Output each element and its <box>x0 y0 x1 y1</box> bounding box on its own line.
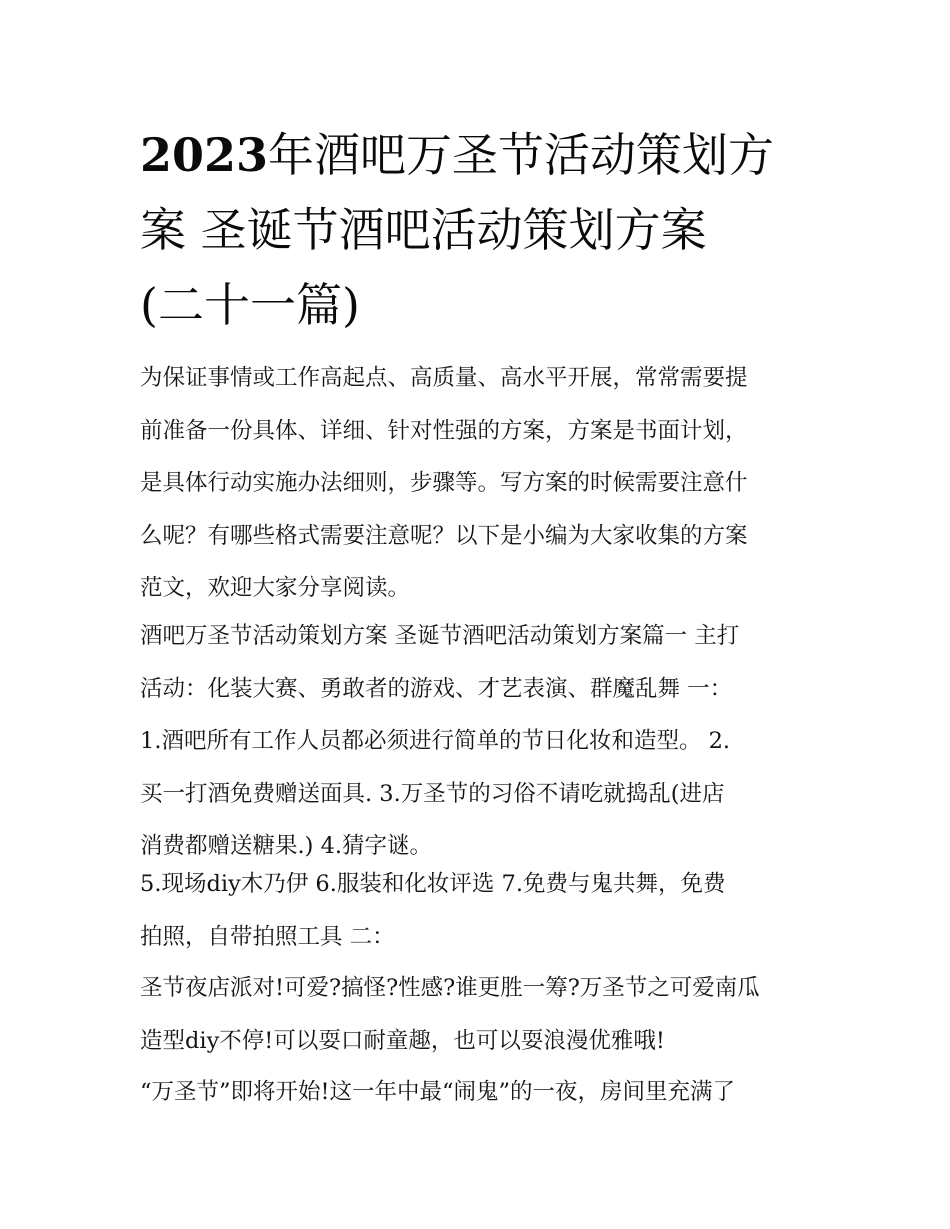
text-line: “万圣节”即将开始!这一年中最“闹鬼”的一夜，房间里充满了 <box>140 1079 736 1105</box>
text-line: 拍照，自带拍照工具 二： <box>140 923 395 950</box>
text-line: 是具体行动实施办法细则，步骤等。写方案的时候需要注意什 <box>140 470 748 496</box>
text-line: 么呢？有哪些格式需要注意呢？以下是小编为大家收集的方案 <box>140 522 748 549</box>
party-paragraph <box>140 962 820 1067</box>
intro-paragraph <box>140 352 820 615</box>
paragraph <box>140 352 820 615</box>
text-line: 为保证事情或工作高起点、高质量、高水平开展，常常需要提 <box>140 365 748 391</box>
title-year: 2023 <box>140 128 269 182</box>
closing-paragraph <box>140 1066 820 1119</box>
title-line-3: (二十一篇) <box>140 278 360 332</box>
document-title <box>140 118 820 343</box>
title-line-1-text: 年酒吧万圣节活动策划方 <box>268 128 775 182</box>
text-line: 圣节夜店派对!可爱?搞怪?性感?谁更胜一筹?万圣节之可爱南瓜 <box>140 975 760 1001</box>
text-line: 消费都赠送糖果.) 4.猜字谜。 <box>140 833 433 859</box>
section-heading-paragraph <box>140 610 820 715</box>
paragraph <box>140 858 820 963</box>
text-line: 前准备一份具体、详细、针对性强的方案，方案是书面计划， <box>140 417 748 444</box>
title-line-2: 案 圣诞节酒吧活动策划方案 <box>140 203 707 257</box>
text-line: 5.现场diy木乃伊 6.服装和化妆评选 7.免费与鬼共舞，免费 <box>140 871 726 897</box>
paragraph <box>140 962 820 1067</box>
activity-list-paragraph-2 <box>140 858 820 963</box>
text-line: 酒吧万圣节活动策划方案 圣诞节酒吧活动策划方案篇一 主打 <box>140 623 740 649</box>
paragraph <box>140 610 820 715</box>
text-line: 造型diy不停!可以耍口耐童趣，也可以耍浪漫优雅哦! <box>140 1027 665 1054</box>
text-line: 活动：化装大赛、勇敢者的游戏、才艺表演、群魔乱舞 一： <box>140 675 733 702</box>
text-line: 范文，欢迎大家分享阅读。 <box>140 575 411 601</box>
text-line: 1.酒吧所有工作人员都必须进行简单的节日化妆和造型。 2. <box>140 728 731 754</box>
title-line-1 <box>140 118 820 193</box>
paragraph <box>140 715 820 873</box>
text-line: 买一打酒免费赠送面具. 3.万圣节的习俗不请吃就捣乱(进店 <box>140 780 725 807</box>
paragraph <box>140 1066 820 1119</box>
activity-list-paragraph-1 <box>140 715 820 873</box>
